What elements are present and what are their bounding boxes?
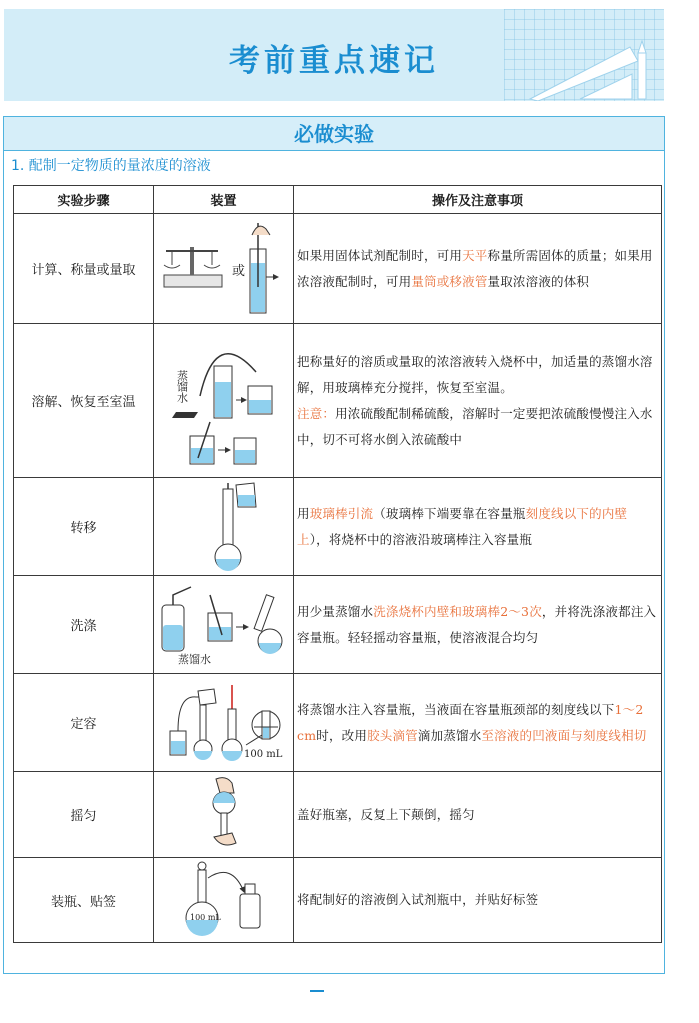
transfer-flask-icon bbox=[156, 479, 292, 571]
table-row bbox=[14, 674, 662, 772]
step-cell: 转移 bbox=[14, 478, 154, 576]
highlight-text: 1～2 cm bbox=[297, 701, 644, 743]
highlight-text: 胶头滴管 bbox=[367, 727, 418, 743]
note-content bbox=[297, 354, 653, 447]
apparatus-cell bbox=[154, 674, 294, 772]
note-cell bbox=[294, 324, 662, 478]
table-row bbox=[14, 858, 662, 943]
note-cell bbox=[294, 576, 662, 674]
table-row bbox=[14, 324, 662, 478]
experiment-table bbox=[13, 185, 662, 943]
wash-bottle-icon bbox=[156, 577, 292, 669]
note-text: 将蒸馏水注入容量瓶，当液面在容量瓶颈部的刻度线以下 bbox=[297, 701, 615, 717]
note-content bbox=[297, 702, 647, 743]
table-row bbox=[14, 576, 662, 674]
banner-title: 考前重点速记 bbox=[229, 43, 439, 79]
header-notes: 操作及注意事项 bbox=[294, 186, 662, 214]
section-title: 1. 配制一定物质的量浓度的溶液 bbox=[11, 158, 211, 174]
note-content bbox=[297, 604, 656, 645]
note-text: 将配制好的溶液倒入试剂瓶中，并贴好标签 bbox=[297, 892, 539, 907]
note-text: （玻璃棒下端要靠在容量瓶 bbox=[373, 505, 526, 521]
step-cell: 溶解、恢复至室温 bbox=[14, 324, 154, 478]
balance-and-cylinder-icon bbox=[156, 217, 292, 317]
highlight-text: 至溶液的凹液面与刻度线相切 bbox=[481, 727, 647, 743]
apparatus-cell bbox=[154, 214, 294, 324]
highlight-text: 刻度线以下的内壁上 bbox=[297, 505, 628, 547]
note-text: 用 bbox=[297, 505, 310, 521]
note-text: 如果用固体试剂配制时，可用 bbox=[297, 247, 463, 263]
note-cell bbox=[294, 858, 662, 943]
note-text: 把称量好的溶质或量取的浓溶液转入烧杯中，加适量的蒸馏水溶解，用玻璃棒充分搅拌，恢复至室温。 bbox=[297, 353, 653, 395]
step-cell: 装瓶、贴签 bbox=[14, 858, 154, 943]
dissolve-beaker-icon bbox=[156, 326, 292, 472]
note-cell bbox=[294, 674, 662, 772]
note-text: ，并将洗涤液都注入容量瓶。轻轻摇动容量瓶，使溶液混合均匀 bbox=[297, 603, 657, 645]
note-content bbox=[297, 892, 538, 907]
page-marker bbox=[310, 990, 324, 992]
note-text: 用浓硫酸配制稀硫酸，溶解时一定要把浓硫酸慢慢注入水中，切不可将水倒入浓硫酸中 bbox=[297, 405, 653, 447]
note-cell bbox=[294, 478, 662, 576]
experiment-panel bbox=[3, 116, 665, 974]
reagent-bottle-icon bbox=[156, 858, 292, 938]
highlight-text: 洗涤烧杯内壁和玻璃棒2～3次 bbox=[373, 603, 542, 619]
table-row bbox=[14, 214, 662, 324]
highlight-text: 玻璃棒引流 bbox=[309, 505, 374, 521]
header-step: 实验步骤 bbox=[14, 186, 154, 214]
note-text: 时，改用 bbox=[316, 727, 368, 743]
or-label: 或 bbox=[231, 263, 245, 279]
note-text: 量取浓溶液的体积 bbox=[487, 273, 590, 289]
highlight-text: 量筒或移液管 bbox=[411, 273, 488, 289]
note-content bbox=[297, 807, 475, 822]
flask-label: 100 mL bbox=[189, 913, 221, 922]
highlight-text: 注意： bbox=[297, 405, 336, 421]
water-label: 蒸馏水 bbox=[175, 369, 188, 403]
note-text: 盖好瓶塞，反复上下颠倒，摇匀 bbox=[297, 806, 475, 822]
apparatus-cell bbox=[154, 576, 294, 674]
panel-title: 必做实验 bbox=[4, 117, 664, 151]
note-cell bbox=[294, 772, 662, 858]
apparatus-cell bbox=[154, 478, 294, 576]
table-row bbox=[14, 772, 662, 858]
table-header-row bbox=[14, 186, 662, 214]
note-text: 用少量蒸馏水 bbox=[297, 603, 374, 619]
note-text: ），将烧杯中的溶液沿玻璃棒注入容量瓶 bbox=[309, 531, 533, 547]
step-cell: 摇匀 bbox=[14, 772, 154, 858]
header-apparatus: 装置 bbox=[154, 186, 294, 214]
step-cell: 洗涤 bbox=[14, 576, 154, 674]
note-cell bbox=[294, 214, 662, 324]
note-content bbox=[297, 506, 627, 547]
note-text: 称量所需固体的质量；如果用浓溶液配制时，可用 bbox=[297, 247, 653, 289]
header-banner bbox=[4, 9, 664, 101]
flask-label: 100 mL bbox=[243, 748, 282, 760]
apparatus-cell bbox=[154, 858, 294, 943]
highlight-text: 天平 bbox=[462, 247, 488, 263]
apparatus-cell bbox=[154, 772, 294, 858]
shake-flask-icon bbox=[156, 773, 292, 853]
water-label: 蒸馏水 bbox=[177, 652, 211, 666]
note-content bbox=[297, 248, 653, 289]
volumetric-flask-icon bbox=[156, 675, 292, 767]
apparatus-cell bbox=[154, 324, 294, 478]
note-text: 滴加蒸馏水 bbox=[417, 727, 482, 743]
step-cell: 定容 bbox=[14, 674, 154, 772]
table-row bbox=[14, 478, 662, 576]
step-cell: 计算、称量或量取 bbox=[14, 214, 154, 324]
